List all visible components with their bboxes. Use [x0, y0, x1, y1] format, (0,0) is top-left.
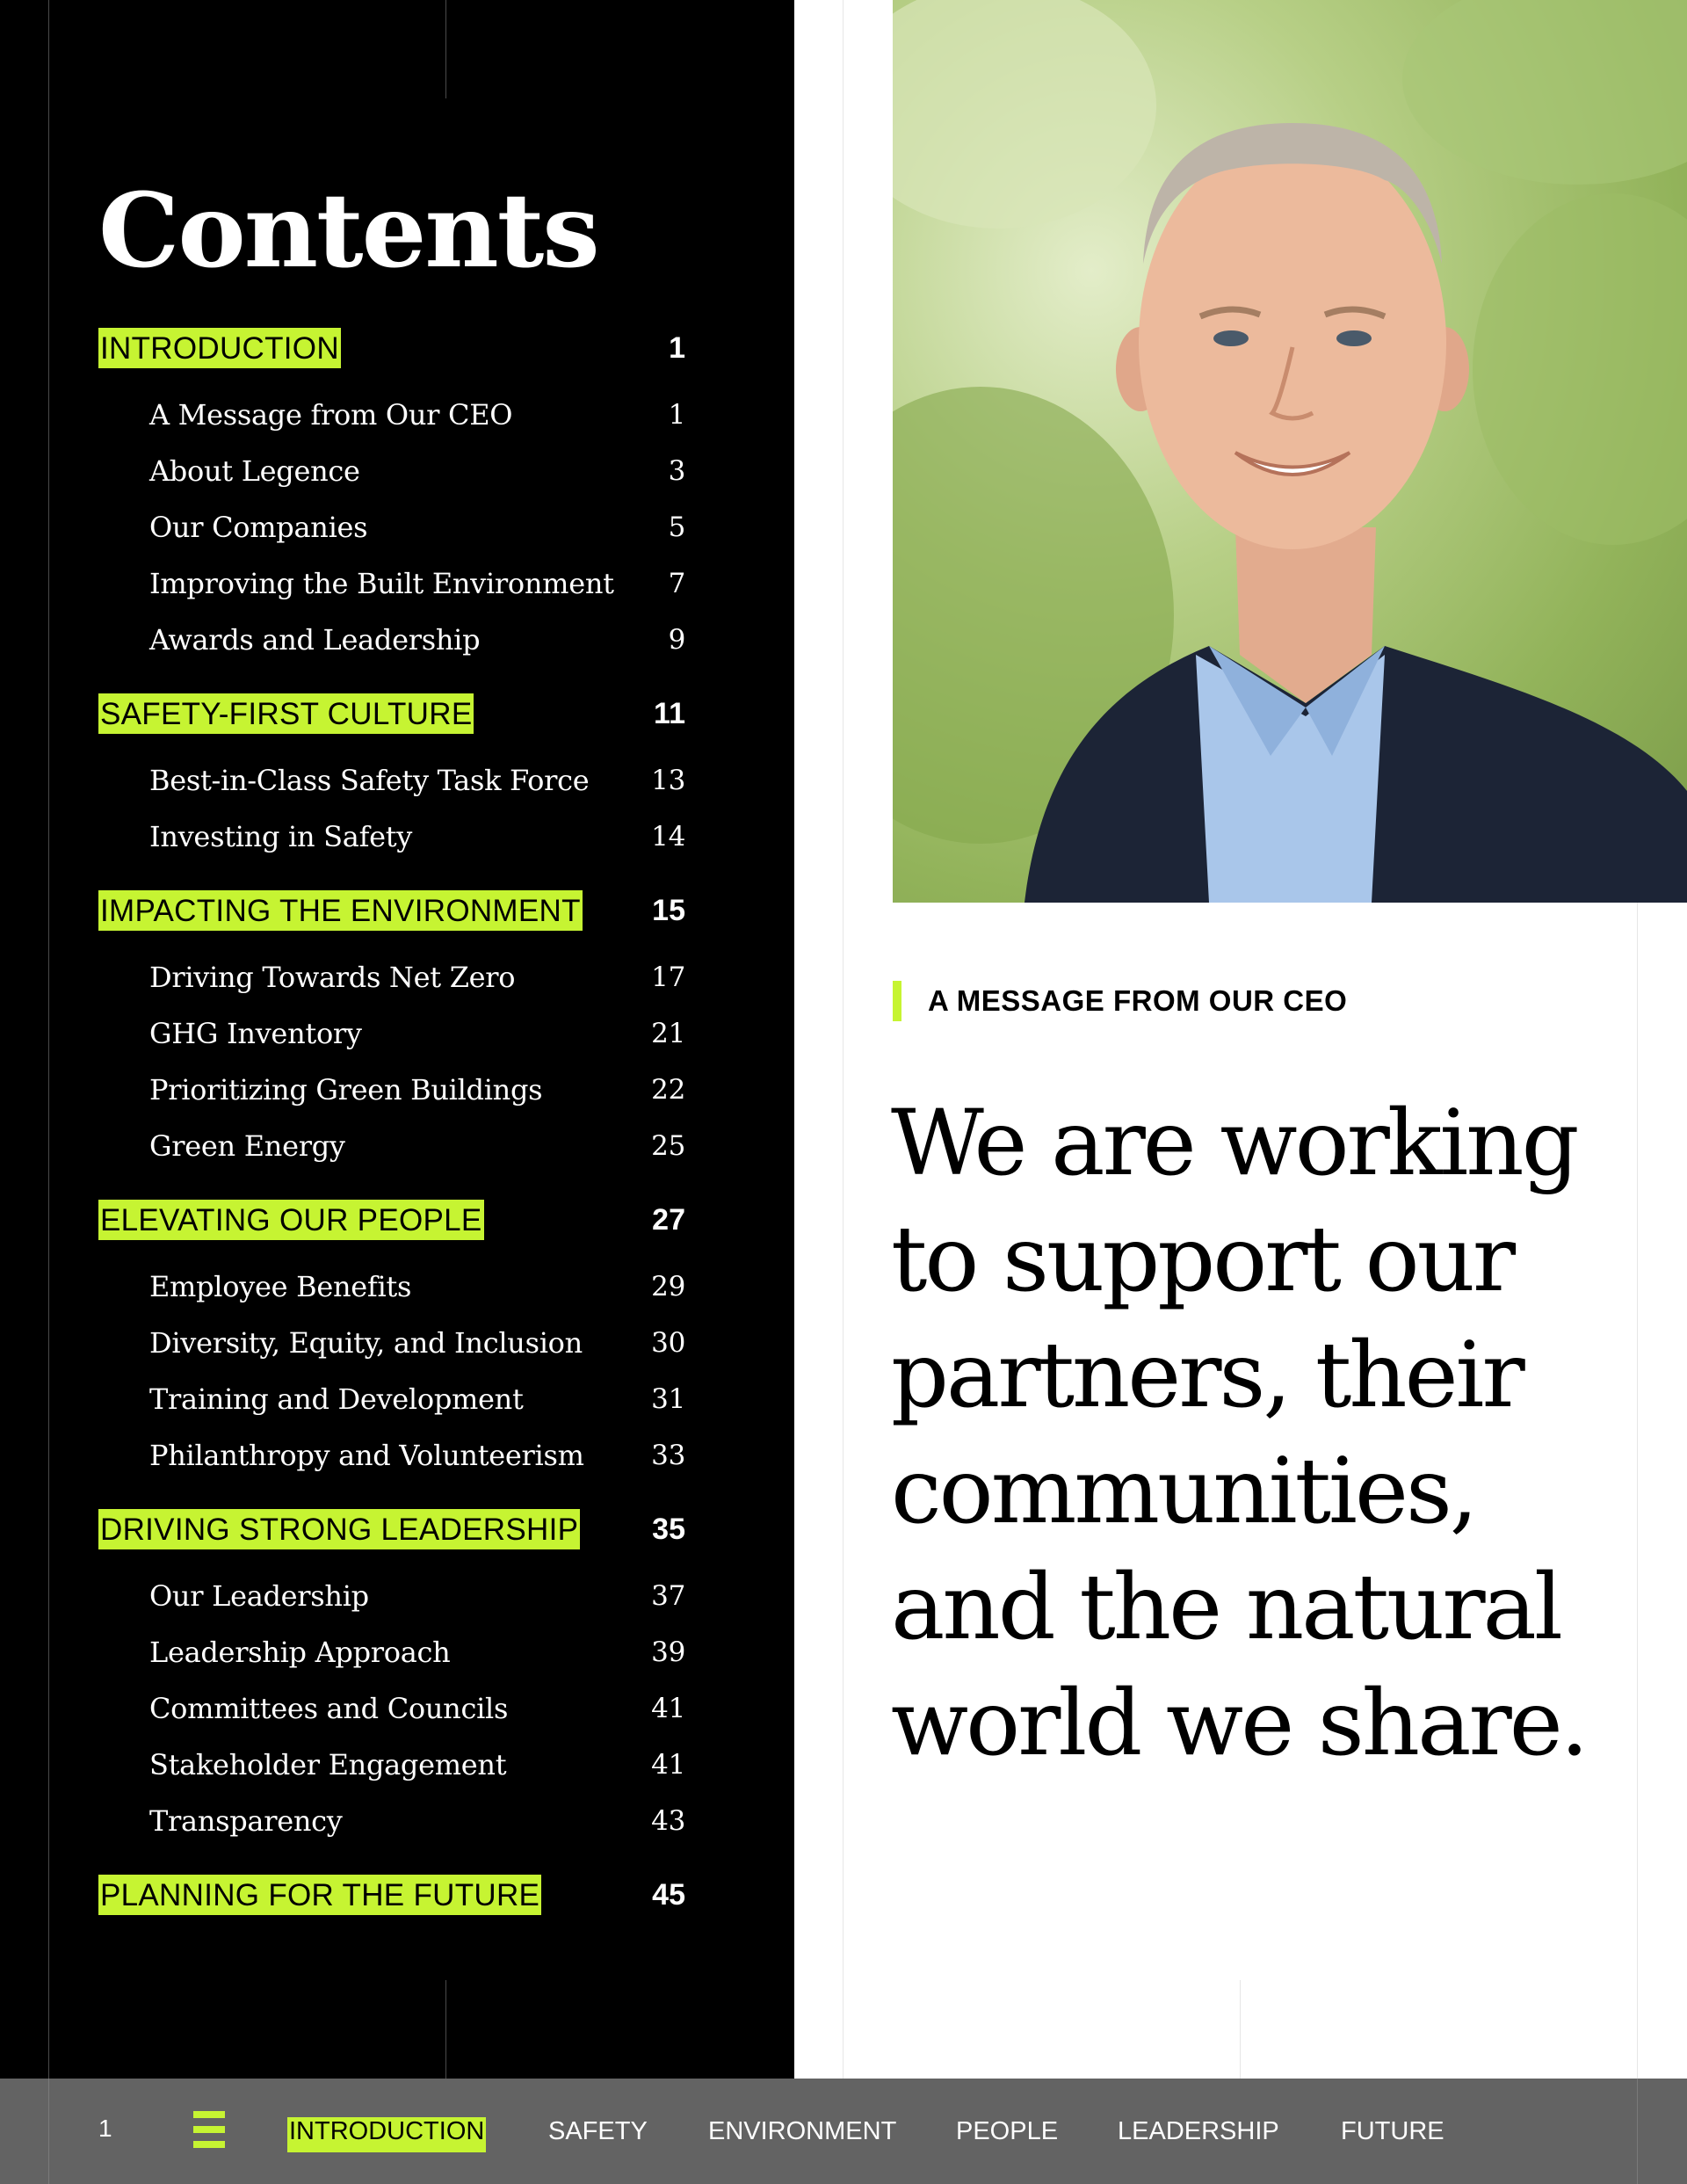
toc-item-page: 1 — [668, 399, 685, 431]
nav-environment[interactable]: ENVIRONMENT — [708, 2117, 897, 2145]
toc-section — [98, 1199, 685, 1484]
section-kicker — [893, 981, 1347, 1021]
toc-item-label: Transparency — [149, 1804, 343, 1838]
toc-section-heading[interactable] — [98, 1874, 685, 1916]
toc-section-page: 15 — [652, 893, 685, 927]
toc-item-page: 41 — [651, 1693, 685, 1724]
toc-section — [98, 889, 685, 1174]
accent-bar — [893, 981, 901, 1021]
toc-section-page: 35 — [652, 1512, 685, 1546]
toc-item-page: 31 — [651, 1383, 685, 1415]
toc-item-label: Philanthropy and Volunteerism — [149, 1439, 584, 1472]
toc-item-label: Our Leadership — [149, 1579, 369, 1613]
toc-item-page: 41 — [651, 1749, 685, 1781]
toc-item-page: 43 — [651, 1805, 685, 1837]
toc-item-label: Stakeholder Engagement — [149, 1748, 507, 1781]
hamburger-menu-icon[interactable] — [193, 2111, 225, 2148]
toc-item-label: Leadership Approach — [149, 1636, 451, 1669]
toc-item-page: 3 — [668, 455, 685, 487]
quote-line: We are working — [891, 1091, 1577, 1196]
toc-item-label: Training and Development — [149, 1382, 524, 1416]
toc-item-label: A Message from Our CEO — [149, 398, 513, 432]
page-number: 1 — [98, 2115, 112, 2142]
toc-section-heading[interactable] — [98, 1508, 685, 1550]
toc-section-page: 11 — [654, 696, 685, 730]
toc-item-label: Employee Benefits — [149, 1270, 412, 1303]
toc-item[interactable] — [98, 443, 685, 499]
guide-line — [445, 1980, 446, 2079]
quote-line: to support our — [891, 1207, 1514, 1312]
ceo-quote — [891, 1085, 1664, 1781]
toc-item-page: 29 — [651, 1271, 685, 1302]
nav-introduction[interactable]: INTRODUCTION — [287, 2117, 486, 2152]
toc-item[interactable] — [98, 1371, 685, 1427]
toc-item[interactable] — [98, 555, 685, 612]
toc-section-label: SAFETY-FIRST CULTURE — [98, 693, 474, 734]
guide-line — [843, 0, 844, 2079]
nav-leadership[interactable]: LEADERSHIP — [1118, 2117, 1279, 2145]
toc-section-heading[interactable] — [98, 1199, 685, 1241]
table-of-contents — [98, 327, 685, 1941]
nav-future[interactable]: FUTURE — [1341, 2117, 1444, 2145]
toc-item[interactable] — [98, 752, 685, 809]
toc-item-label: Green Energy — [149, 1129, 345, 1163]
toc-item-label: Committees and Councils — [149, 1692, 509, 1725]
guide-line — [445, 0, 446, 98]
toc-item-page: 21 — [651, 1018, 685, 1049]
toc-section-label: IMPACTING THE ENVIRONMENT — [98, 890, 583, 931]
toc-section-label: PLANNING FOR THE FUTURE — [98, 1875, 541, 1915]
toc-section — [98, 1508, 685, 1849]
toc-section-page: 1 — [669, 330, 685, 365]
toc-item[interactable] — [98, 1793, 685, 1849]
toc-item-page: 22 — [651, 1074, 685, 1106]
guide-line — [1637, 2079, 1638, 2184]
toc-section-label: DRIVING STRONG LEADERSHIP — [98, 1509, 580, 1549]
toc-item[interactable] — [98, 1315, 685, 1371]
guide-line — [48, 2079, 49, 2184]
quote-line: partners, their — [891, 1323, 1523, 1428]
contents-title: Contents — [98, 171, 598, 291]
toc-item-label: About Legence — [149, 454, 360, 488]
toc-item-page: 39 — [651, 1636, 685, 1668]
toc-item-page: 13 — [651, 765, 685, 796]
toc-item-label: Best-in-Class Safety Task Force — [149, 764, 590, 797]
toc-item-label: Investing in Safety — [149, 820, 413, 853]
toc-item-page: 7 — [668, 568, 685, 599]
toc-section-label: ELEVATING OUR PEOPLE — [98, 1200, 484, 1240]
nav-people[interactable]: PEOPLE — [956, 2117, 1059, 2145]
toc-item-page: 33 — [651, 1440, 685, 1471]
toc-item-label: Our Companies — [149, 511, 368, 544]
toc-item-label: Driving Towards Net Zero — [149, 961, 516, 994]
toc-item-page: 37 — [651, 1580, 685, 1612]
nav-safety[interactable]: SAFETY — [548, 2117, 648, 2145]
toc-section — [98, 1874, 685, 1916]
ceo-portrait-photo — [893, 0, 1687, 903]
toc-item[interactable] — [98, 1062, 685, 1118]
quote-line: communities, — [891, 1439, 1476, 1544]
toc-item[interactable] — [98, 1427, 685, 1484]
toc-item-label: GHG Inventory — [149, 1017, 362, 1050]
toc-item-page: 17 — [651, 961, 685, 993]
toc-item-label: Awards and Leadership — [149, 623, 481, 657]
toc-item[interactable] — [98, 1737, 685, 1793]
toc-section — [98, 693, 685, 865]
toc-item[interactable] — [98, 1118, 685, 1174]
toc-section-page: 27 — [652, 1202, 685, 1237]
toc-section-page: 45 — [652, 1877, 685, 1912]
toc-item-label: Prioritizing Green Buildings — [149, 1073, 543, 1107]
toc-item[interactable] — [98, 1005, 685, 1062]
toc-section — [98, 327, 685, 668]
kicker-label: A MESSAGE FROM OUR CEO — [928, 984, 1348, 1017]
toc-item[interactable] — [98, 1259, 685, 1315]
toc-item-label: Improving the Built Environment — [149, 567, 614, 600]
toc-item-page: 30 — [651, 1327, 685, 1359]
toc-item[interactable] — [98, 1624, 685, 1680]
guide-line — [1240, 1980, 1241, 2079]
toc-item[interactable] — [98, 387, 685, 443]
toc-section-heading[interactable] — [98, 693, 685, 735]
quote-line: and the natural — [891, 1555, 1560, 1660]
toc-item-page: 14 — [651, 821, 685, 853]
toc-item[interactable] — [98, 809, 685, 865]
toc-item[interactable] — [98, 1568, 685, 1624]
toc-section-heading[interactable] — [98, 327, 685, 369]
guide-line — [48, 0, 49, 2079]
toc-item-page: 5 — [668, 512, 685, 543]
toc-item[interactable] — [98, 1680, 685, 1737]
toc-item[interactable] — [98, 499, 685, 555]
toc-item-page: 25 — [651, 1130, 685, 1162]
ceo-portrait-image — [893, 0, 1687, 903]
quote-line: world we share. — [891, 1671, 1587, 1776]
toc-section-label: INTRODUCTION — [98, 328, 341, 368]
toc-item-page: 9 — [668, 624, 685, 656]
toc-item[interactable] — [98, 949, 685, 1005]
toc-section-heading[interactable] — [98, 889, 685, 932]
toc-item[interactable] — [98, 612, 685, 668]
toc-item-label: Diversity, Equity, and Inclusion — [149, 1326, 583, 1360]
